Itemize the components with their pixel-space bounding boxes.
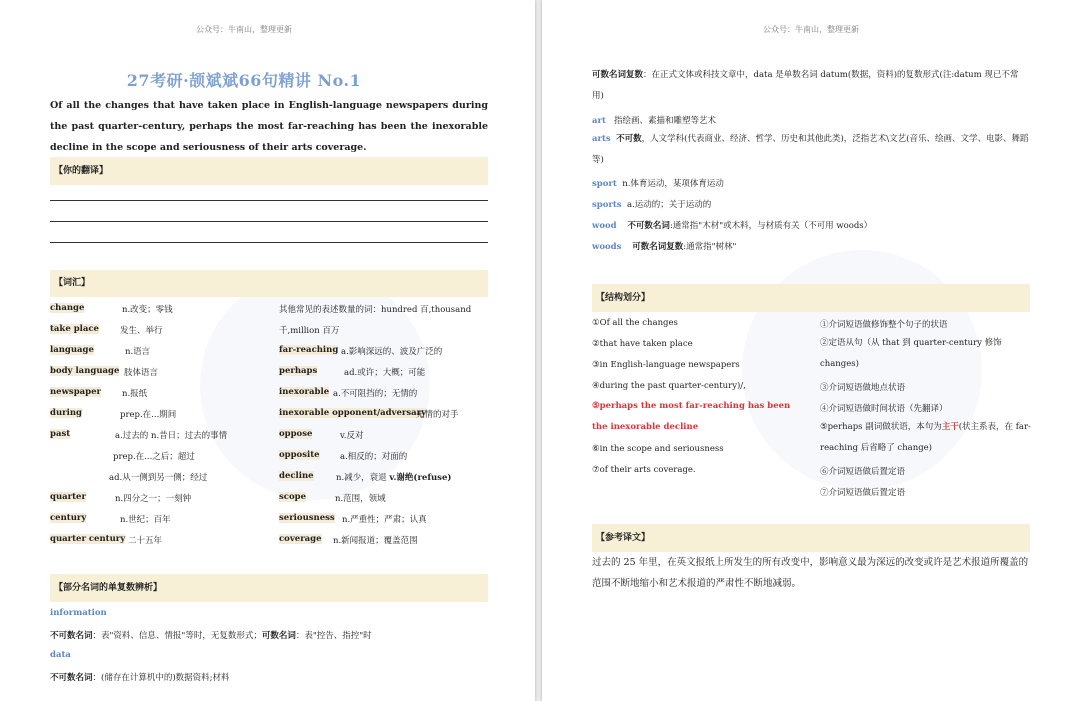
vocab-def: n.范围，领域 — [335, 494, 386, 504]
structure-part: ③in English-language newspapers — [592, 360, 740, 370]
vocab-def: a.过去的 n.昔日；过去的事情 — [115, 431, 228, 441]
vocab-item: perhaps — [279, 366, 318, 376]
right-page — [542, 0, 1080, 701]
structure-role: ①介词短语做修饰整个句子的状语 — [820, 320, 948, 330]
vocab-item: inexorable opponent/adversary — [279, 408, 427, 418]
vocab-def: a.相反的；对面的 — [340, 452, 408, 462]
answer-line — [50, 221, 488, 222]
vocab-heading: 【词汇】 — [50, 270, 488, 297]
left-page — [0, 0, 535, 701]
reference-heading: 【参考译文】 — [592, 524, 1030, 552]
vocab-def: n.语言 — [125, 347, 151, 357]
sport-entry: sport n.体育运动，某项体育运动 — [592, 179, 724, 189]
term-information: information — [50, 608, 107, 618]
structure-part: ⑦of their arts coverage. — [592, 465, 696, 475]
structure-role: ⑤perhaps 副词做状语，本句为主干(状主系表，在 far-reaching 后省略了 change) — [820, 422, 1031, 453]
sports-entry: sports a.运动的；关于运动的 — [592, 200, 712, 210]
vocab-def: prep.在...之后；超过 — [113, 452, 195, 462]
term-data: data — [50, 650, 71, 660]
vocab-def: a.不可阻挡的；无情的 — [333, 389, 418, 399]
vocab-def: 无情的对手 — [416, 410, 459, 420]
structure-part: ②that have taken place — [592, 339, 693, 349]
art-entry: art 指绘画、素描和雕塑等艺术 — [592, 116, 717, 126]
answer-line — [50, 242, 488, 243]
vocab-def: 二十五年 — [128, 536, 163, 546]
vocab-item: seriousness — [279, 513, 335, 523]
structure-role: ④介词短语做时间状语（先翻译） — [820, 404, 948, 414]
vocab-item: far-reaching — [279, 345, 339, 355]
key-sentence: Of all the changes that have taken place in English-language newspapers during the past quarter-century, perhaps the most far-reaching has been the inexorable decline in the scope and seriousness of their arts coverage. — [50, 100, 488, 153]
information-def: 不可数名词：表"资料、信息、情报"等时，无复数形式；可数名词：表"控告、指控"时 — [50, 631, 372, 641]
vocab-def: v.反对 — [340, 431, 364, 441]
reference-translation: 过去的 25 年里，在英文报纸上所发生的所有改变中，影响意义最为深远的改变或许是艺术报道所覆盖的范围不断地缩小和艺术报道的严肃性不断地减弱。 — [592, 557, 1029, 589]
vocab-def: n.新闻报道；覆盖范围 — [333, 536, 418, 546]
vocab-def: a.影响深远的、波及广泛的 — [341, 347, 443, 357]
vocab-note: 千,million 百万 — [279, 326, 340, 336]
vocab-note: 其他常见的表述数量的词：hundred 百,thousand — [279, 305, 472, 315]
structure-role: ⑥介词短语做后置定语 — [820, 467, 906, 477]
vocab-def: ad.从一侧到另一侧；经过 — [109, 473, 208, 483]
vocab-item: century — [50, 513, 87, 523]
answer-line — [50, 200, 488, 201]
page-header: 公众号：牛南山，整理更新 — [196, 25, 292, 34]
vocab-item: take place — [50, 324, 99, 334]
woods-entry: woods 可数名词复数:通常指"树林" — [592, 242, 737, 252]
vocab-def: prep.在...期间 — [120, 410, 177, 420]
vocab-def: n.报纸 — [122, 389, 148, 399]
vocab-item: during — [50, 408, 82, 418]
vocab-def: n.严重性；严肃；认真 — [342, 515, 427, 525]
structure-part: ④during the past quarter-century)/, — [592, 381, 746, 391]
data-def: 不可数名词：(储存在计算机中的)数据资料;材料 — [50, 673, 230, 683]
vocab-def: n.减少，衰退 v.谢绝(refuse) — [336, 473, 452, 483]
vocab-item: past — [50, 429, 71, 439]
noun-heading: 【部分名词的单复数辨析】 — [50, 574, 488, 602]
structure-part: ⑥in the scope and seriousness — [592, 444, 724, 454]
vocab-item: quarter century — [50, 534, 126, 544]
page-header: 公众号：牛南山，整理更新 — [763, 25, 859, 34]
structure-part: ①Of all the changes — [592, 318, 678, 328]
vocab-item: oppose — [279, 429, 313, 439]
structure-part-main: ⑤perhaps the most far-reaching has been the inexorable decline — [592, 401, 791, 432]
vocab-item: body language — [50, 366, 120, 376]
vocab-def: n.四分之一；一刻钟 — [115, 494, 192, 504]
structure-role: ⑦介词短语做后置定语 — [820, 488, 906, 498]
data-count-def: 可数名词复数：在正式文体或科技文章中，data 是单数名词 datum(数据，资料)的复数形式(注:datum 现已不常用) — [592, 70, 1019, 101]
vocab-item: coverage — [279, 534, 322, 544]
arts-entry: arts 不可数，人文学科(代表商业、经济、哲学、历史和其他此类)，泛指艺术\文艺(音乐、绘画、文学、电影、舞蹈等) — [592, 134, 1029, 165]
translate-heading: 【你的翻译】 — [50, 157, 488, 185]
structure-role: ②定语从句（从 that 到 quarter-century 修饰 changes) — [820, 338, 1002, 369]
vocab-item: change — [50, 303, 85, 313]
vocab-def: 发生、举行 — [120, 326, 163, 336]
vocab-item: opposite — [279, 450, 320, 460]
vocab-item: quarter — [50, 492, 86, 502]
vocab-item: inexorable — [279, 387, 330, 397]
wood-entry: wood 不可数名词:通常指"木材"或木料，与材质有关（不可用 woods） — [592, 221, 873, 231]
vocab-item: language — [50, 345, 94, 355]
vocab-item: scope — [279, 492, 306, 502]
vocab-def: n.改变；零钱 — [122, 305, 173, 315]
vocab-item: newspaper — [50, 387, 101, 397]
vocab-def: 肢体语言 — [124, 368, 159, 378]
vocab-def: ad.或许；大概；可能 — [344, 368, 426, 378]
structure-heading: 【结构划分】 — [592, 284, 1030, 312]
page-title: 27考研·颉斌斌66句精讲 No.1 — [126, 71, 362, 90]
vocab-item: decline — [279, 471, 314, 481]
structure-role: ③介词短语做地点状语 — [820, 383, 906, 393]
vocab-def: n.世纪；百年 — [120, 515, 171, 525]
